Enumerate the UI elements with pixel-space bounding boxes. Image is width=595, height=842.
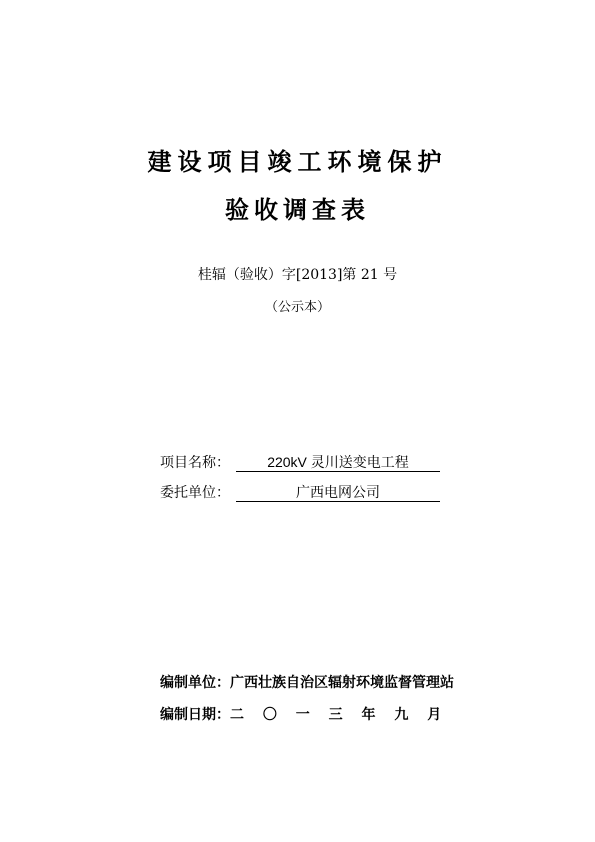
project-name-row: [160, 452, 440, 472]
compiling-date-row: [160, 704, 448, 724]
client-unit-label: 委托单位：: [160, 485, 230, 501]
document-title-line-1: 建设项目竣工环境保护: [147, 147, 448, 176]
compiling-unit-value: 广西壮族自治区辐射环境监督管理站: [230, 675, 454, 691]
compiling-unit-label: 编制单位：: [160, 675, 230, 691]
project-name-value: 220kV 灵川送变电工程: [236, 453, 440, 472]
document-number: 桂辐（验收）字[2013]第 21 号: [197, 267, 398, 283]
compiling-unit-row: [160, 672, 454, 692]
compiling-date-label: 编制日期：: [160, 707, 230, 723]
client-unit-value: 广西电网公司: [236, 483, 440, 502]
compiling-date-value: 二 〇 一 三 年 九 月: [230, 707, 449, 723]
client-unit-row: [160, 482, 440, 502]
document-title-line-2: 验收调查表: [225, 195, 370, 224]
public-copy-note: （公示本）: [264, 300, 330, 315]
project-name-label: 项目名称：: [160, 455, 230, 471]
